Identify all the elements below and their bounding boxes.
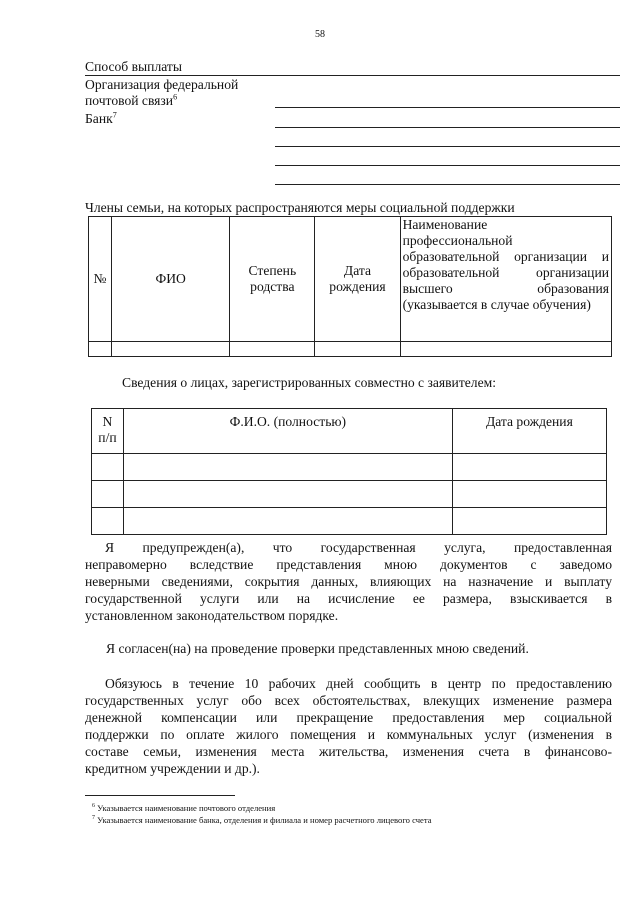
edu-line-4: образовательной организации (402, 265, 609, 280)
edu-line-3: образовательной организации и (402, 249, 609, 264)
table-cell[interactable] (452, 481, 606, 508)
warning-line: неправомерно вследствие представления мною документов с заведомо (85, 557, 612, 572)
footnote-6: $^6$ Указывается наименование почтового отделения (92, 803, 276, 813)
warning-line: неверными сведениями, сокрытия данных, влияющих на назначение и выплату (85, 574, 612, 589)
warning-paragraph (85, 539, 612, 624)
warning-line: государственной услуги или на исчисление ее размера, взыскивается в (85, 591, 612, 606)
table-cell[interactable] (230, 342, 315, 357)
edu-line-5: высшего образования (402, 281, 609, 296)
table-row[interactable] (92, 481, 607, 508)
bank-input-line-3[interactable] (275, 165, 620, 166)
footnote-ref-7: 7 (112, 110, 117, 120)
bank-input-line-2[interactable] (275, 146, 620, 147)
col-header-relation: Степень родства (230, 217, 315, 342)
col-header-fio: ФИО (112, 217, 230, 342)
payment-method-label: Способ выплаты (85, 59, 182, 74)
obligation-line: денежной компенсации или прекращение предоставления мер социальной (85, 710, 612, 725)
payment-method-line (85, 75, 620, 76)
col-header-fio: Ф.И.О. (полностью) (123, 409, 452, 454)
table-cell[interactable] (92, 508, 124, 535)
consent-statement: Я согласен(на) на проведение проверки представленных мною сведений. (106, 641, 529, 656)
obligation-line: кредитном учреждении и др.). (85, 761, 260, 776)
bank-input-line-4[interactable] (275, 184, 620, 185)
page-number: 58 (315, 29, 325, 40)
obligation-line: составе семьи, изменения места жительства, изменения счета в финансово- (85, 744, 612, 759)
col-header-education (400, 217, 611, 342)
obligation-line: поддержки по оплате жилого помещения и коммунальных услуг (изменения в (85, 727, 612, 742)
family-members-table (88, 216, 612, 357)
table-cell[interactable] (315, 342, 400, 357)
postal-label-line2: почтовой связи$^6$ (85, 92, 178, 108)
bank-label: Банк$^7$ (85, 110, 117, 126)
table-cell[interactable] (452, 454, 606, 481)
table-cell[interactable] (123, 481, 452, 508)
family-table-caption: Члены семьи, на которых распространяются меры социальной поддержки (85, 200, 515, 215)
postal-label-line1: Организация федеральной (85, 77, 239, 92)
footnote-7: $^7$ Указывается наименование банка, отделения и филиала и номер расчетного лицевого счета (92, 815, 432, 825)
obligation-line: Обязуюсь в течение 10 рабочих дней сообщить в центр по предоставлению (105, 676, 612, 691)
bank-input-line-1[interactable] (275, 127, 620, 128)
table-cell[interactable] (89, 342, 112, 357)
registered-persons-table (91, 408, 607, 535)
table-cell[interactable] (92, 454, 124, 481)
table-cell[interactable] (400, 342, 611, 357)
obligation-line: государственных услуг обо всех обстоятельствах, влекущих изменение размера (85, 693, 612, 708)
footnote-separator (85, 795, 235, 796)
table-cell[interactable] (452, 508, 606, 535)
col-header-birth: Дата рождения (315, 217, 400, 342)
edu-line-2: профессиональной (402, 233, 513, 248)
postal-input-line[interactable] (275, 107, 620, 108)
col-header-num: № (89, 217, 112, 342)
warning-line: Я предупрежден(а), что государственная услуга, предоставленная (105, 540, 612, 555)
registered-table-caption: Сведения о лицах, зарегистрированных совместно с заявителем: (122, 375, 496, 390)
col-header-num: N п/п (92, 409, 124, 454)
table-cell[interactable] (112, 342, 230, 357)
edu-line-6: (указывается в случае обучения) (402, 297, 591, 312)
footnote-ref-6: 6 (173, 92, 178, 102)
col-header-birth: Дата рождения (452, 409, 606, 454)
edu-line-1: Наименование (402, 217, 488, 232)
obligation-paragraph (85, 675, 612, 777)
table-cell[interactable] (92, 481, 124, 508)
table-row[interactable] (89, 342, 612, 357)
warning-line: установленном законодательством порядке. (85, 608, 339, 623)
table-cell[interactable] (123, 454, 452, 481)
table-row[interactable] (92, 508, 607, 535)
table-row[interactable] (92, 454, 607, 481)
table-cell[interactable] (123, 508, 452, 535)
